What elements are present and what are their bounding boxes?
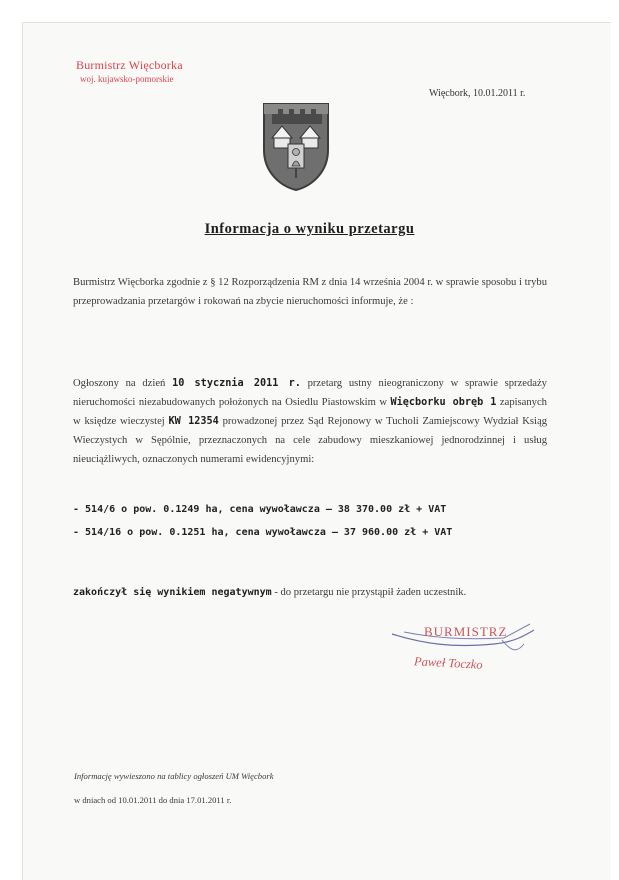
lot-item: - 514/6 o pow. 0.1249 ha, cena wywoławcza – 38 370.00 zł + VAT bbox=[73, 504, 447, 515]
signature-stamp bbox=[384, 614, 544, 686]
outcome-result: zakończył się wynikiem negatywnym bbox=[73, 587, 272, 598]
intro-paragraph: Burmistrz Więcborka zgodnie z § 12 Rozporządzenia RM z dnia 14 września 2004 r. w sprawie sposobu i trybu przeprowadzania przetargów i rokowań na zbycie nieruchomości informuje, że : bbox=[73, 277, 547, 307]
document-title: Informacja o wyniku przetargu bbox=[204, 221, 415, 237]
signature-name: Paweł Toczko bbox=[413, 654, 483, 672]
stamp-line-1: Burmistrz Więcborka bbox=[76, 58, 183, 72]
outcome-paragraph bbox=[73, 582, 547, 603]
land-register-number: KW 12354 bbox=[168, 416, 219, 427]
tender-text-4: prowadzonej przez Sąd Rejonowy w Tucholi Zamiejscowy Wydział Ksiąg Wieczystych w Sępólnie, przeznaczonych na cele zabudowy mieszkaniowej jednorodzinnej i usług nieuciążliwych, oznaczonych numerami ewidencyjnymi: bbox=[73, 416, 547, 465]
header-stamp bbox=[76, 58, 183, 84]
lots-list bbox=[73, 502, 452, 548]
stamp-line-2: woj. kujawsko-pomorskie bbox=[80, 74, 174, 84]
place-date: Więcbork, 10.01.2011 r. bbox=[429, 88, 526, 99]
signature-role: BURMISTRZ bbox=[424, 624, 508, 639]
tender-location: Więcborku obręb 1 bbox=[390, 397, 497, 408]
footer-posting-note: Informację wywieszono na tablicy ogłoszeń UM Więcbork bbox=[74, 771, 274, 781]
footer-posting-dates: w dniach od 10.01.2011 do dnia 17.01.2011 r. bbox=[74, 795, 232, 805]
tender-text-1: Ogłoszony na dzień bbox=[73, 378, 173, 389]
tender-paragraph bbox=[73, 374, 547, 469]
tender-text-3: zapisanych w księdze wieczystej bbox=[73, 397, 547, 427]
scan-margin-top bbox=[0, 0, 619, 22]
scan-margin-right bbox=[611, 0, 619, 880]
tender-date: 10 stycznia 2011 r. bbox=[172, 378, 301, 389]
scan-margin-left bbox=[0, 0, 22, 880]
outcome-text: - do przetargu nie przystąpił żaden uczestnik. bbox=[271, 587, 467, 598]
tender-text-2: przetarg ustny nieograniczony w sprawie sprzedaży nieruchomości niezabudowanych położonych na Osiedlu Piastowskim w bbox=[73, 378, 547, 408]
coat-of-arms-icon bbox=[258, 100, 334, 192]
lot-item: - 514/16 o pow. 0.1251 ha, cena wywoławcza – 37 960.00 zł + VAT bbox=[73, 527, 453, 538]
